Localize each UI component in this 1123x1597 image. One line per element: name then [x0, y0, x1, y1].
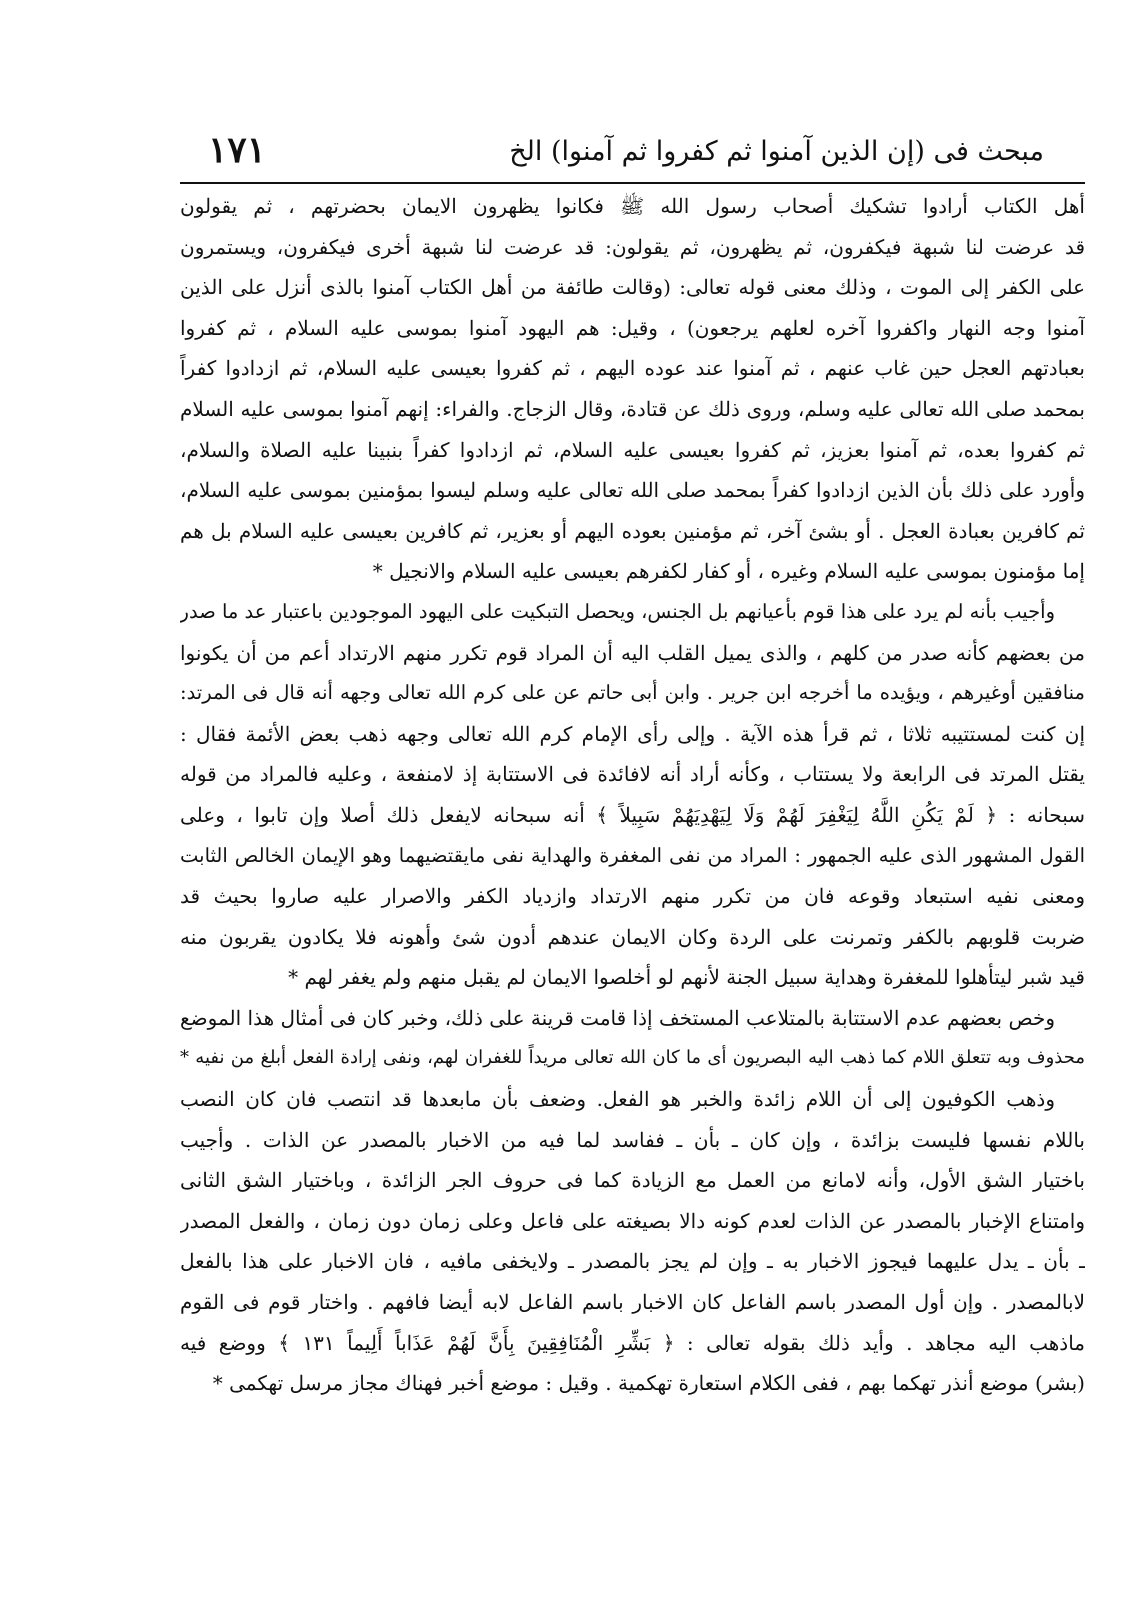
text-line: ثم كافرين بعبادة العجل . أو بشئ آخر، ثم مؤمنين بعوده اليهم أو بعزير، ثم كافرين بعيسى عليه السلام بل هم: [180, 518, 1085, 543]
text-line: أهل الكتاب أرادوا تشكيك أصحاب رسول الله ﷺ فكانوا يظهرون الايمان بحضرتهم ، ثم يقولون: [180, 194, 1085, 218]
text-line: منافقين أوغيرهم ، ويؤيده ما أخرجه ابن جرير . وابن أبى حاتم عن على كرم الله تعالى وجهه أنه قال فى المرتد:: [180, 681, 1085, 705]
page-header: [180, 128, 1080, 180]
text-line: على الكفر إلى الموت ، وذلك معنى قوله تعالى: (وقالت طائفة من أهل الكتاب آمنوا بالذى أنزل على الذين: [180, 275, 1085, 300]
text-line: ومعنى نفيه استبعاد وقوعه فان من تكرر منهم الارتداد وازدياد الكفر والاصرار عليه صاروا بحيث قد: [180, 884, 1085, 909]
page-number: ١٧١: [208, 129, 267, 171]
text-line: وذهب الكوفيون إلى أن اللام زائدة والخبر هو الفعل. وضعف بأن مابعدها قد انتصب فان كان النصب: [180, 1087, 1055, 1112]
text-line: وامتناع الإخبار بالمصدر عن الذات لعدم كونه دالا بصيغته على فاعل وعلى زمان دون زمان ، والفعل المصدر: [180, 1208, 1085, 1233]
text-line: باللام نفسها فليست بزائدة ، وإن كان ـ بأن ـ ففاسد لما فيه من الاخبار بالمصدر عن الذات . وأجيب: [180, 1127, 1085, 1152]
header-rule: [180, 182, 1085, 184]
text-line: بمحمد صلى الله تعالى عليه وسلم، وروى ذلك عن قتادة، وقال الزجاج. والفراء: إنهم آمنوا بموسى عليه السلام: [180, 396, 1085, 421]
quran-verse-line: سبحانه : ﴿ لَمْ يَكُنِ اللَّهُ لِيَغْفِرَ لَهُمْ وَلَا لِيَهْدِيَهُمْ سَبِيلاً ﴾ أنه سبحانه لايفعل ذلك أصلا وإن تابوا ، وعلى: [180, 802, 1085, 827]
text-line: وخص بعضهم عدم الاستتابة بالمتلاعب المستخف إذا قامت قرينة على ذلك، وخبر كان فى أمثال هذا الموضع: [180, 1005, 1055, 1030]
text-line: يقتل المرتد فى الرابعة ولا يستتاب ، وكأنه أراد أنه لافائدة فى الاستتابة إذ لامنفعة ، وعليه فالمراد من قوله: [180, 762, 1085, 787]
text-line: لابالمصدر . وإن أول المصدر باسم الفاعل كان الاخبار باسم الفاعل لابه أيضا فافهم . واختار قوم فى القوم: [180, 1290, 1085, 1315]
text-line: وأجيب بأنه لم يرد على هذا قوم بأعيانهم بل الجنس، ويحصل التبكيت على اليهود الموجودين باعتبار عد ما صدر: [180, 599, 1055, 623]
text-line: محذوف وبه تتعلق اللام كما ذهب اليه البصريون أى ما كان الله تعالى مريداً للغفران لهم، ونفى إرادة الفعل أبلغ من نفيه *: [180, 1047, 1085, 1069]
text-line: إما مؤمنون بموسى عليه السلام وغيره ، أو كفار لكفرهم بعيسى عليه السلام والانجيل *: [372, 559, 1085, 584]
text-line: من بعضهم كأنه صدر من كلهم ، والذى يميل القلب اليه أن المراد قوم تكرر منهم الارتداد أعم من أن يكونوا: [180, 640, 1085, 665]
text-line: ثم كفروا بعده، ثم آمنوا بعزيز، ثم كفروا بعيسى عليه السلام، ثم ازدادوا كفراً بنبينا عليه الصلاة والسلام،: [180, 437, 1085, 462]
text-line: باختيار الشق الأول، وأنه لامانع من العمل مع الزيادة كما فى حروف الجر الزائدة ، وباختيار الشق الثانى: [180, 1168, 1085, 1193]
text-line: وأورد على ذلك بأن الذين ازدادوا كفراً بمحمد صلى الله تعالى عليه وسلم ليسوا بمؤمنين بموسى عليه السلام،: [180, 478, 1085, 503]
text-line: بعبادتهم العجل حين غاب عنهم ، ثم آمنوا عند عوده اليهم ، ثم كفروا بعيسى عليه السلام، ثم ازدادوا كفراً: [180, 356, 1085, 381]
text-line: قد عرضت لنا شبهة فيكفرون، ثم يظهرون، ثم يقولون: قد عرضت لنا شبهة أخرى فيكفرون، ويستمرون: [180, 234, 1085, 259]
text-line: قيد شبر ليتأهلوا للمغفرة وهداية سبيل الجنة لأنهم لو أخلصوا الايمان لم يقبل منهم ولم يغفر لهم *: [288, 965, 1085, 990]
text-line: ضربت قلوبهم بالكفر وتمرنت على الردة وكان الايمان عندهم أدون شئ وأهونه فلا يكادون يقربون منه: [180, 924, 1085, 949]
text-line: (بشر) موضع أنذر تهكما بهم ، ففى الكلام استعارة تهكمية . وقيل : موضع أخبر فهناك مجاز مرسل تهكمى *: [212, 1371, 1085, 1396]
quran-verse-line: ماذهب اليه مجاهد . وأيد ذلك بقوله تعالى : ﴿ بَشِّرِ الْمُنَافِقِينَ بِأَنَّ لَهُمْ عَذَاباً أَلِيماً ١٣١ ﴾ ووضع فيه: [180, 1330, 1085, 1355]
text-line: إن كنت لمستتيبه ثلاثا ، ثم قرأ هذه الآية . وإلى رأى الإمام كرم الله تعالى وجهه ذهب بعض الأئمة فقال :: [180, 721, 1085, 746]
text-line: آمنوا وجه النهار واكفروا آخره لعلهم يرجعون) ، وقيل: هم اليهود آمنوا بموسى عليه السلام ، ثم كفروا: [180, 315, 1085, 340]
body-text: [180, 186, 1085, 1404]
text-line: ـ بأن ـ يدل عليهما فيجوز الاخبار به ـ وإن لم يجز بالمصدر ـ ولايخفى مافيه ، فان الاخبار على هذا بالفعل: [180, 1249, 1085, 1274]
text-line: القول المشهور الذى عليه الجمهور : المراد من نفى المغفرة والهداية نفى مايقتضيهما وهو الإيمان الخالص الثابت: [180, 843, 1085, 867]
running-title: مبحث فى (إن الذين آمنوا ثم كفروا ثم آمنوا) الخ: [509, 136, 1044, 167]
